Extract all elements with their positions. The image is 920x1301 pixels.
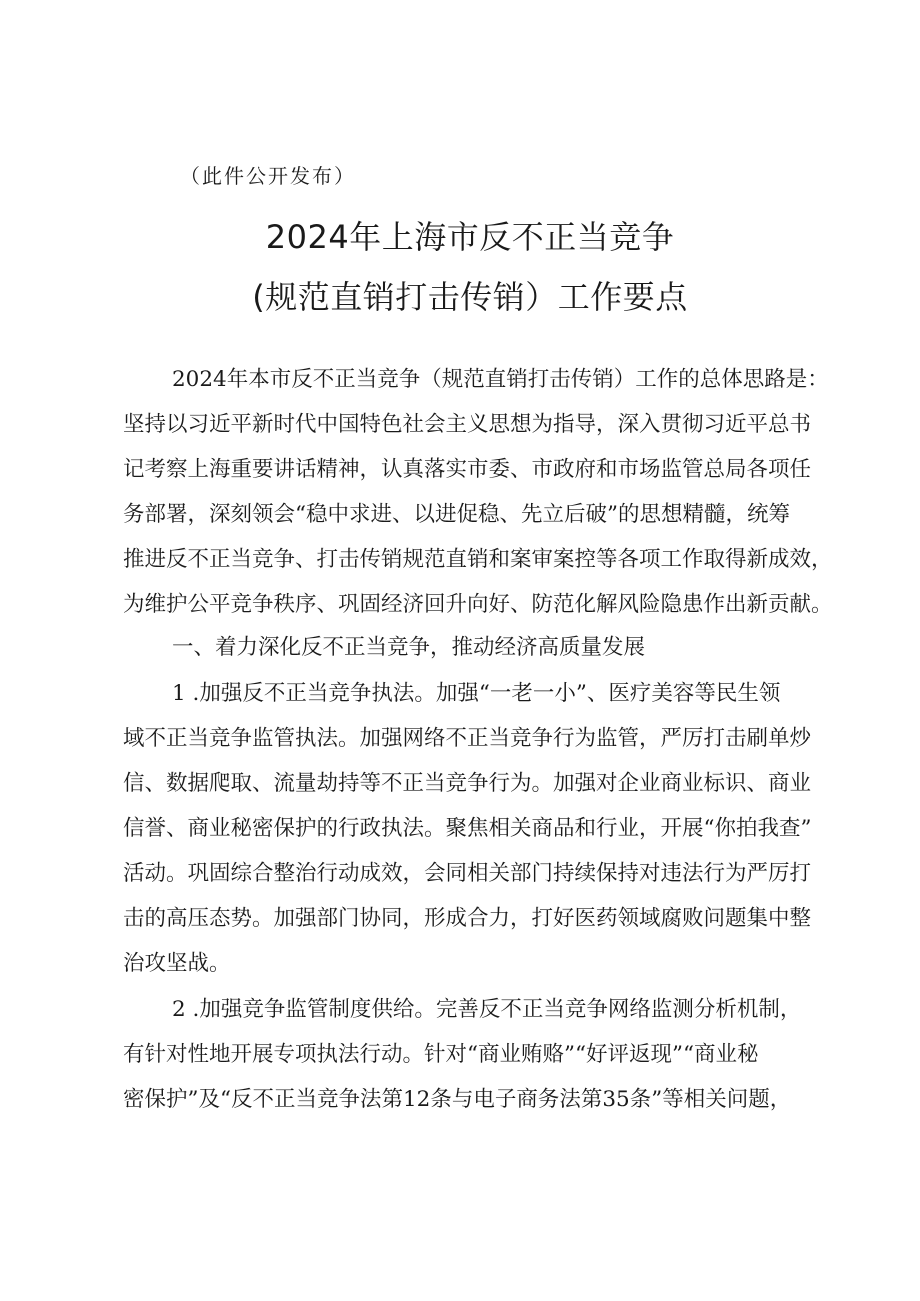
text-line: 2024年本市反不正当竞争（规范直销打击传销）工作的总体思路是： [172, 367, 829, 392]
document-title-line-1: 2024年上海市反不正当竞争 [265, 218, 675, 256]
text-line: 1 .加强反不正当竞争执法。加强“一老一小”、医疗美容等民生领 [172, 681, 781, 706]
document-title-line-2: (规范直销打击传销）工作要点 [252, 278, 688, 316]
text-line: 击的高压态势。加强部门协同，形成合力，打好医药领域腐败问题集中整 [123, 906, 812, 931]
text-line: 记考察上海重要讲话精神，认真落实市委、市政府和市场监管总局各项任 [123, 457, 812, 482]
text-line: 有针对性地开展专项执法行动。针对“商业贿赂”“好评返现”“商业秘 [123, 1042, 759, 1067]
text-line: 务部署，深刻领会“稳中求进、以进促稳、先立后破”的思想精髓，统筹 [123, 502, 790, 527]
text-line: 为维护公平竞争秩序、巩固经济回升向好、防范化解风险隐患作出新贡献。 [123, 592, 833, 617]
text-line: 推进反不正当竞争、打击传销规范直销和案审案控等各项工作取得新成效， [123, 547, 833, 572]
text-line: 2 .加强竞争监管制度供给。完善反不正当竞争网络监测分析机制， [172, 997, 802, 1022]
text-line: 坚持以习近平新时代中国特色社会主义思想为指导，深入贯彻习近平总书 [123, 412, 812, 437]
text-line: 密保护”及“反不正当竞争法第12条与电子商务法第35条”等相关问题， [123, 1087, 792, 1112]
text-line: 域不正当竞争监管执法。加强网络不正当竞争行为监管，严厉打击刷单炒 [123, 726, 812, 751]
text-line: 信誉、商业秘密保护的行政执法。聚焦相关商品和行业，开展“你拍我查” [123, 816, 812, 841]
text-line: 信、数据爬取、流量劫持等不正当竞争行为。加强对企业商业标识、商业 [123, 771, 812, 796]
text-line: 活动。巩固综合整治行动成效，会同相关部门持续保持对违法行为严厉打 [123, 861, 812, 886]
text-line: 治攻坚战。 [123, 951, 231, 976]
publish-note: （此件公开发布） [180, 164, 356, 188]
section-heading: 一、着力深化反不正当竞争，推动经济高质量发展 [172, 635, 646, 660]
